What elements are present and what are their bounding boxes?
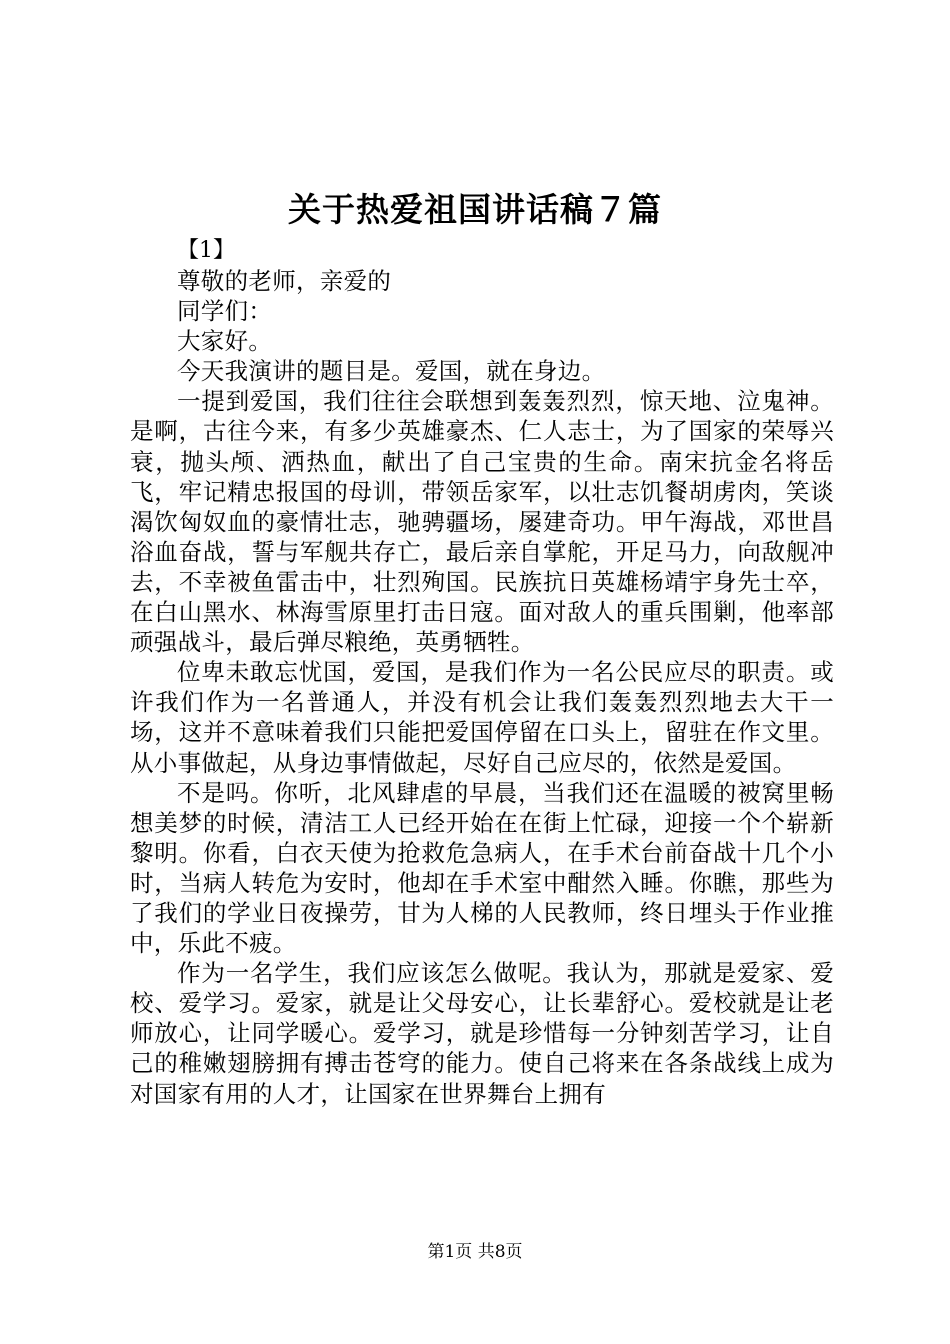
paragraph-salutation: 尊敬的老师，亲爱的: [177, 267, 392, 295]
paragraph-students: 作为一名学生，我们应该怎么做呢。我认为，那就是爱家、爱校、爱学习。爱家，就是让父母安心，让长辈舒心。爱校就是让老师放心，让同学暖心。爱学习，就是珍惜每一分钟刻苦学习，让自己的稚嫩翅膀拥有搏击苍穹的能力。使自己将来在各条战线上成为对国家有用的人才，让国家在世界舞台上拥有: [130, 959, 834, 1108]
paragraph-greeting: 大家好。: [177, 327, 273, 356]
paragraph-examples: 不是吗。你听，北风肆虐的早晨，当我们还在温暖的被窝里畅想美梦的时候，清洁工人已经开始在在街上忙碌，迎接一个个崭新黎明。你看，白衣天使为抢救危急病人，在手术台前奋战十几个小时，当病人转危为安时，他却在手术室中酣然入睡。你瞧，那些为了我们的学业日夜操劳，甘为人梯的人民教师，终日埋头于作业推中，乐此不疲。: [130, 778, 834, 958]
paragraph-heroes: 一提到爱国，我们往往会联想到轰轰烈烈，惊天地、泣鬼神。是啊，古往今来，有多少英雄豪杰、仁人志士，为了国家的荣辱兴衰，抛头颅、洒热血，献出了自己宝贵的生命。南宋抗金名将岳飞，牢记精忠报国的母训，带领岳家军，以壮志饥餐胡虏肉，笑谈渴饮匈奴血的豪情壮志，驰骋疆场，屡建奇功。甲午海战，邓世昌浴血奋战，誓与军舰共存亡，最后亲自掌舵，开足马力，向敌舰冲去，不幸被鱼雷击中，壮烈殉国。民族抗日英雄杨靖宇身先士卒，在白山黑水、林海雪原里打击日寇。面对敌人的重兵围剿，他率部顽强战斗，最后弹尽粮绝，英勇牺牲。: [130, 387, 834, 657]
page-footer: 第1页 共8页: [427, 1242, 523, 1262]
paragraph-duty: 位卑未敢忘忧国，爱国，是我们作为一名公民应尽的职责。或许我们作为一名普通人，并没有机会让我们轰轰烈烈地去大干一场，这并不意味着我们只能把爱国停留在口头上，留驻在作文里。从小事做起，从身边事情做起，尽好自己应尽的，依然是爱国。: [130, 658, 834, 777]
paragraph-salutation-cont: 同学们：: [177, 297, 273, 326]
paragraph-topic: 今天我演讲的题目是。爱国，就在身边。: [177, 357, 606, 386]
document-body: [130, 266, 834, 1109]
document-title: 关于热爱祖国讲话稿７篇: [288, 190, 662, 229]
section-number: 【1】: [177, 238, 235, 263]
